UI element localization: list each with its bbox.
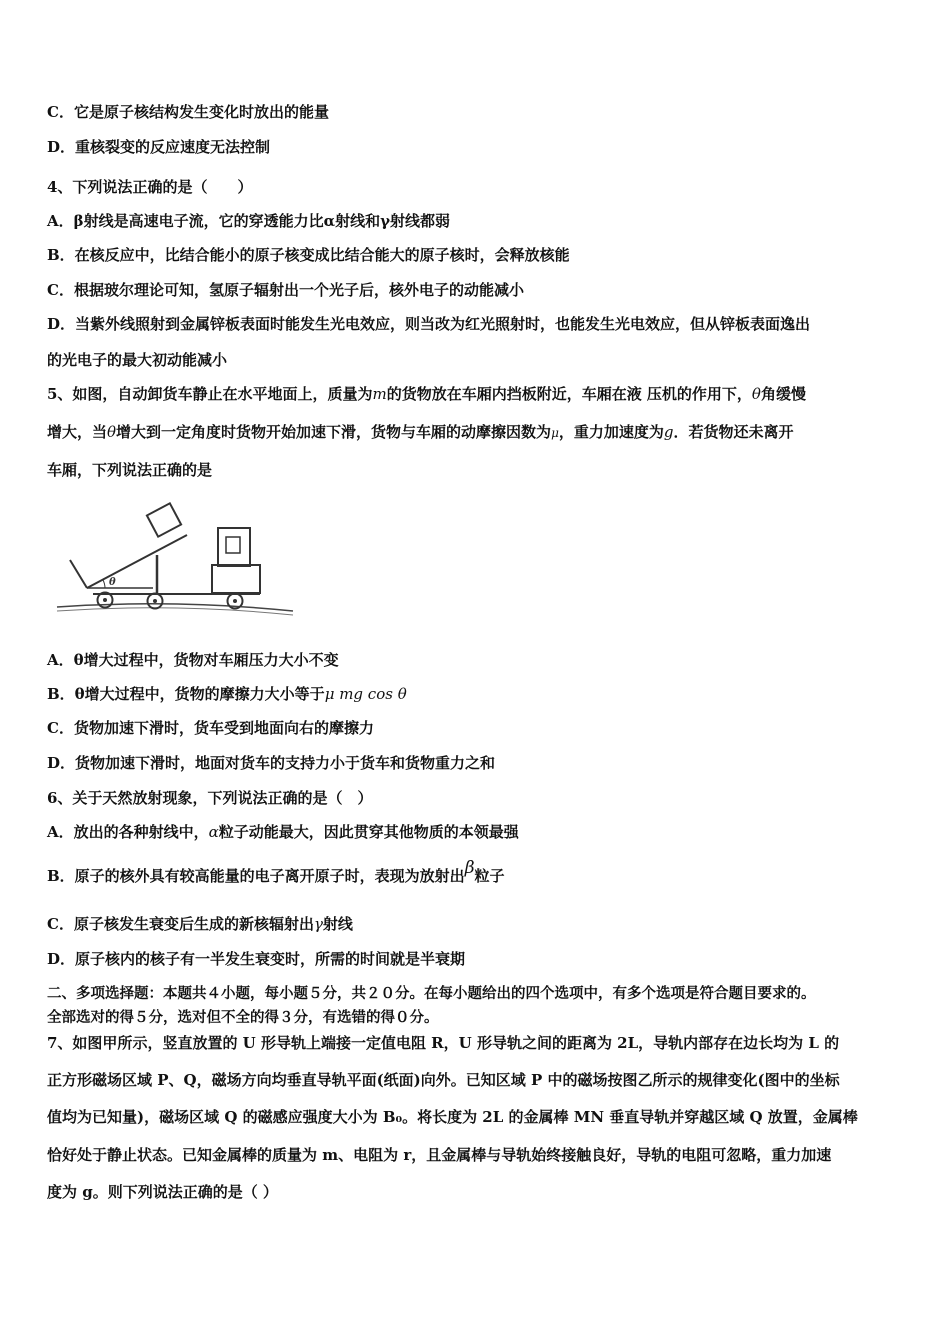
q5-option-a: A．θ增大过程中，货物对车厢压力大小不变 <box>47 651 339 669</box>
q7-stem-line1: 7、如图甲所示，竖直放置的 U 形导轨上端接一定值电阻 R，U 形导轨之间的距离为 2L，导轨内部存在边长均为 L 的 <box>47 1034 840 1052</box>
wheel-1-hub <box>103 598 107 602</box>
q4-option-d-line2: 的光电子的最大初动能减小 <box>47 351 228 369</box>
q4-option-a: A．β射线是高速电子流，它的穿透能力比α射线和γ射线都弱 <box>47 212 451 230</box>
q5-option-b: B．θ增大过程中，货物的摩擦力大小等于μ mg cos θ <box>47 685 407 703</box>
wheel-2-hub <box>153 599 157 603</box>
q7-stem-line4: 恰好处于静止状态。已知金属棒的质量为 m、电阻为 r，且金属棒与导轨始终接触良好，导轨的电阻可忽略，重力加速 <box>47 1146 832 1164</box>
engine-block <box>212 565 260 593</box>
q6-stem: 6、关于天然放射现象，下列说法正确的是（ ） <box>47 789 373 807</box>
wheel-3-hub <box>233 599 237 603</box>
q4-option-c: C．根据玻尔理论可知，氢原子辐射出一个光子后，核外电子的动能减小 <box>47 281 524 299</box>
tailgate <box>70 560 87 588</box>
angle-label: θ <box>109 577 116 588</box>
cargo-box <box>147 503 181 536</box>
angle-arc <box>103 580 105 588</box>
q6-option-b: B．原子的核外具有较高能量的电子离开原子时，表现为放射出β粒子 <box>47 858 505 885</box>
section2-header-line2: 全部选对的得５分，选对但不全的得３分，有选错的得０分。 <box>47 1009 439 1026</box>
q7-stem-line5: 度为 g。则下列说法正确的是（ ） <box>47 1183 278 1201</box>
q5-option-c: C．货物加速下滑时，货车受到地面向右的摩擦力 <box>47 719 374 737</box>
truck-bed <box>87 535 187 588</box>
q5-option-d: D．货物加速下滑时，地面对货车的支持力小于货车和货物重力之和 <box>47 754 496 772</box>
dump-truck-figure <box>55 495 295 620</box>
prev-option-c: C．它是原子核结构发生变化时放出的能量 <box>47 103 329 121</box>
q7-stem-line2: 正方形磁场区域 P、Q，磁场方向均垂直导轨平面(纸面)向外。已知区域 P 中的磁场按图乙所示的规律变化(图中的坐标 <box>47 1071 840 1089</box>
q5-stem-line2: 增大，当θ增大到一定角度时货物开始加速下滑，货物与车厢的动摩擦因数为μ，重力加速度为g．若货物还未离开 <box>47 423 794 441</box>
q4-option-d-line1: D．当紫外线照射到金属锌板表面时能发生光电效应，则当改为红光照射时，也能发生光电效应，但从锌板表面逸出 <box>47 315 811 333</box>
q5-stem-line1: 5、如图，自动卸货车静止在水平地面上，质量为m的货物放在车厢内挡板附近，车厢在液 压机的作用下，θ角缓慢 <box>47 385 806 403</box>
q6-option-d: D．原子核内的核子有一半发生衰变时，所需的时间就是半衰期 <box>47 950 466 968</box>
q5-stem-line3: 车厢，下列说法正确的是 <box>47 461 213 479</box>
q6-option-a: A．放出的各种射线中，α粒子动能最大，因此贯穿其他物质的本领最强 <box>47 823 519 841</box>
section2-header-line1: 二、多项选择题：本题共４小题，每小题５分，共２０分。在每小题给出的四个选项中，有多个选项是符合题目要求的。 <box>47 985 816 1002</box>
ground-line <box>57 604 293 611</box>
q4-option-b: B．在核反应中，比结合能小的原子核变成比结合能大的原子核时，会释放核能 <box>47 246 570 264</box>
cab-window <box>226 537 240 553</box>
prev-option-d: D．重核裂变的反应速度无法控制 <box>47 138 271 156</box>
q7-stem-line3: 值均为已知量)，磁场区域 Q 的磁感应强度大小为 B₀。将长度为 2L 的金属棒 MN 垂直导轨并穿越区域 Q 放置，金属棒 <box>47 1108 858 1126</box>
q4-stem: 4、下列说法正确的是（ ） <box>47 178 253 196</box>
q6-option-c: C．原子核发生衰变后生成的新核辐射出γ射线 <box>47 915 353 933</box>
ground-line-2 <box>57 608 293 615</box>
cab-body <box>218 528 250 566</box>
